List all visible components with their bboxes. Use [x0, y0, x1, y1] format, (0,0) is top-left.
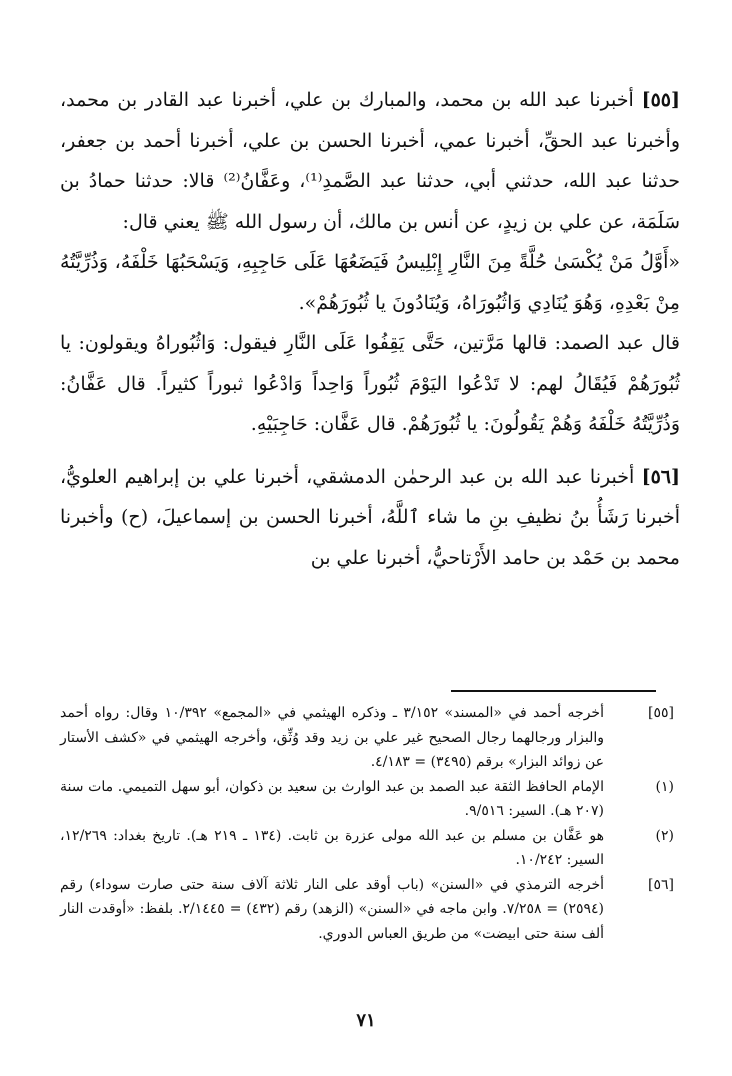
paragraph-text: «أَوَّلُ مَنْ يُكْسَىٰ حُلَّةً مِنَ النَّارِ إِبْلِيسُ فَيَضَعُهَا عَلَى حَاجِبِهِ، وَيَسْحَبُهَا خَلْفَهُ، وَذُرِّيَّتُهُ مِنْ بَعْدِهِ، وَهُوَ يُنَادِي وَاثُبُورَاهُ، وَيُنَادُونَ يا ثُبُورَهُمْ».: [60, 251, 680, 314]
footnote-label: (١): [655, 778, 674, 795]
paragraph-text: أخبرنا عبد الله بن محمد، والمبارك بن علي، أخبرنا عبد القادر بن محمد، وأخبرنا عبد الحقِّ، أخبرنا عمي، أخبرنا الحسن بن علي، أخبرنا أحمد بن جعفر، حدثنا عبد الله، حدثني أبي، حدثنا عبد الصَّمدِ⁽¹⁾، وعَفَّانُ⁽²⁾ قالا: حدثنا حمادُ بن سَلَمَة، عن علي بن زيدٍ، عن أنس بن مالك، أن رسول الله ﷺ يعني قال:: [60, 89, 680, 233]
paragraph-text: قال عبد الصمد: قالها مَرَّتين، حَتَّى يَقِفُوا عَلَى النَّارِ فيقول: وَاثُبُوراهُ ويقولون: يا ثُبُورَهُمْ فَيُقَالُ لهم: لا تَدْعُوا اليَوْمَ ثُبُوراً وَاحِداً وَادْعُوا ثبوراً كثيراً. قال عَفَّانُ: وَذُرِّيَّتُهُ خَلْفَهُ وَهُمْ يَقُولُونَ: يا ثُبُورَهُمْ. قال عَفَّان: حَاجِبَيْهِ.: [60, 332, 680, 435]
paragraph-text: أخبرنا عبد الله بن عبد الرحمٰن الدمشقي، أخبرنا علي بن إبراهيم العلويُّ، أخبرنا رَشَأُ بنُ نظيفِ بنِ ما شاء ٱللَّهُ، أخبرنا الحسن بن إسماعيلَ، (ح) وأخبرنا محمد بن حَمْد بن حامد الأَرْتاحيُّ، أخبرنا علي بن: [60, 465, 680, 569]
hadith-number: [٥٥]: [641, 89, 680, 111]
footnote-2: [60, 824, 674, 873]
footnote-label: (٢): [655, 827, 674, 844]
footnote-text: هو عَفَّان بن مسلم بن عبد الله مولى عزرة بن ثابت. (١٣٤ ـ ٢١٩ هـ). تاريخ بغداد: ١٢/٢٦٩، السير: ١٠/٢٤٢.: [60, 827, 604, 868]
hadith-number: [٥٦]: [641, 465, 681, 488]
paragraph-matn: [60, 242, 680, 323]
footnote-divider: [451, 690, 656, 692]
footnote-55: [60, 701, 674, 775]
footnotes: [60, 701, 674, 946]
main-text: [60, 80, 680, 578]
page-number: ٧١: [356, 1010, 376, 1031]
paragraph-commentary: [60, 323, 680, 445]
paragraph-55: [60, 80, 680, 242]
footnote-text: الإمام الحافظ الثقة عبد الصمد بن عبد الوارث بن سعيد بن ذكوان، أبو سهل التميمي. مات سنة (٢٠٧ هـ). السير: ٩/٥١٦.: [60, 778, 604, 819]
footnote-label: [٥٥]: [648, 705, 674, 721]
footnote-label: [٥٦]: [648, 876, 674, 893]
footnote-text: أخرجه الترمذي في «السنن» (باب أوقد على النار ثلاثة آلاف سنة حتى صارت سوداء) رقم (٢٥٩٤) = ٧/٢٥٨. وابن ماجه في «السنن» (الزهد) رقم (٤٣٢) = ٢/١٤٤٥. بلفظ: «أوقدت النار ألف سنة حتى ابيضت» من طريق العباس الدوري.: [60, 876, 605, 942]
paragraph-56: [60, 457, 680, 579]
footnote-1: [60, 775, 674, 824]
footnote-56: [60, 873, 674, 947]
footnote-text: أخرجه أحمد في «المسند» ٣/١٥٢ ـ وذكره الهيثمي في «المجمع» ١٠/٣٩٢ وقال: رواه أحمد والبزار ورجالهما رجال الصحيح غير علي بن زيد وقد وُثِّق، وأخرجه الهيثمي في «كشف الأستار عن زوائد البزار» برقم (٣٤٩٥) = ٤/١٨٣.: [60, 705, 604, 770]
